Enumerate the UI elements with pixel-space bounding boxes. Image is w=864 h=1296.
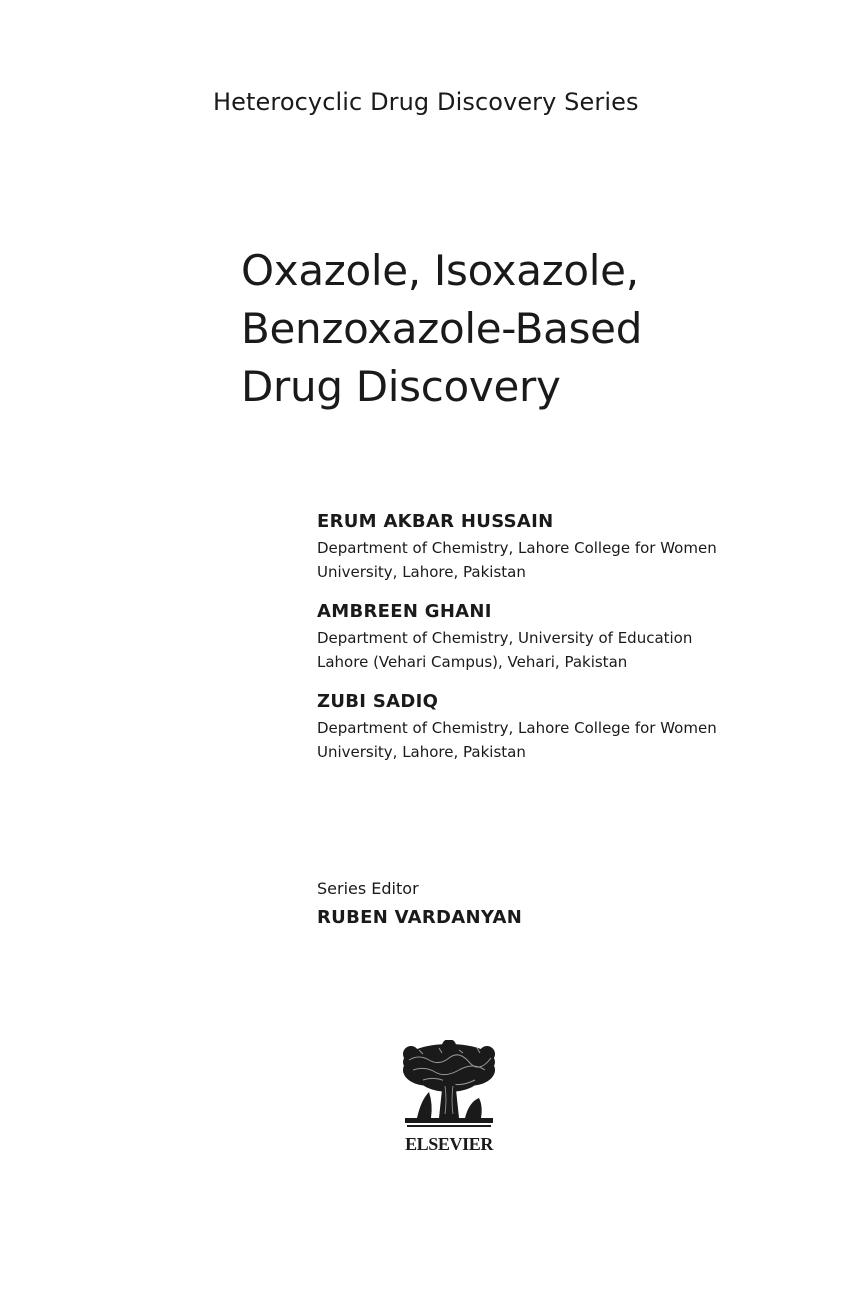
author-affiliation-line: University, Lahore, Pakistan [317,743,526,761]
publisher-name: ELSEVIER [405,1134,493,1154]
author-list [317,508,837,778]
author-name: AMBREEN GHANI [317,601,492,622]
author-affiliation-line: Lahore (Vehari Campus), Vehari, Pakistan [317,653,628,671]
series-title: Heterocyclic Drug Discovery Series [213,88,639,116]
series-editor [317,876,522,934]
author-block [317,508,837,584]
series-editor-label: Series Editor [317,879,419,898]
author-block [317,688,837,764]
author-block [317,598,837,674]
book-title-line: Oxazole, Isoxazole, [241,246,639,295]
publisher-logo [394,1040,504,1155]
author-affiliation-line: University, Lahore, Pakistan [317,563,526,581]
author-affiliation-line: Department of Chemistry, Lahore College for Women [317,539,717,557]
author-name: ERUM AKBAR HUSSAIN [317,511,554,532]
book-title-line: Benzoxazole-Based [241,304,643,353]
author-affiliation-line: Department of Chemistry, Lahore College for Women [317,719,717,737]
elsevier-tree-icon [399,1040,499,1132]
book-title-line: Drug Discovery [241,362,561,411]
author-affiliation-line: Department of Chemistry, University of Education [317,629,693,647]
book-title [241,242,642,416]
series-editor-name: RUBEN VARDANYAN [317,907,523,928]
author-name: ZUBI SADIQ [317,691,439,712]
